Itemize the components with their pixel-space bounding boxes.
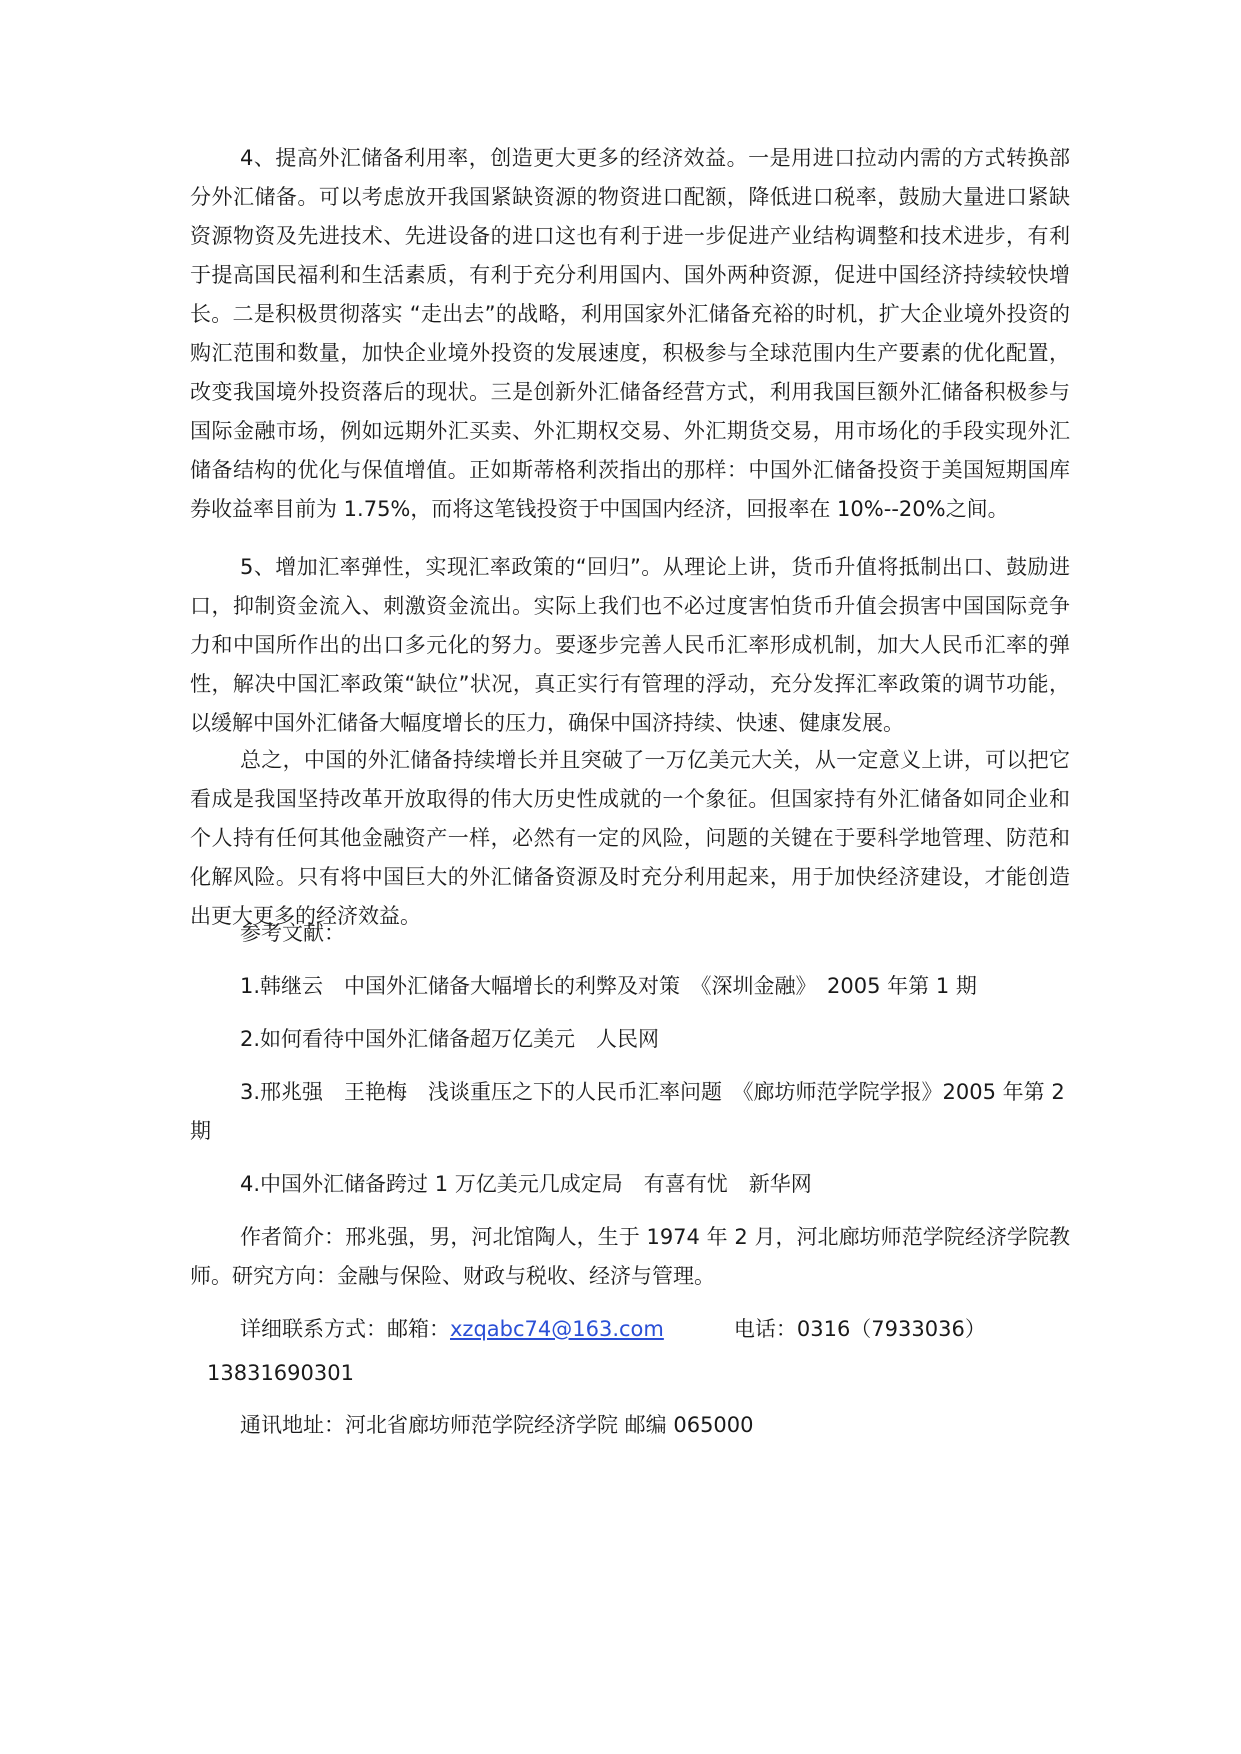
reference-item-4: 4.中国外汇储备跨过 1 万亿美元几成定局 有喜有忧 新华网 [240,1172,812,1196]
reference-item-1: 1.韩继云 中国外汇储备大幅增长的利弊及对策 《深圳金融》 2005 年第 1 期 [240,974,977,998]
references-heading: 参考文献： [240,921,345,945]
email-link[interactable]: xzqabc74@163.com [450,1317,664,1341]
contact-line [240,1310,986,1349]
phone-label: 电话：0316（7933036） [733,1317,986,1341]
mobile-number: 13831690301 [207,1361,354,1385]
reference-item-3: 3.邢兆强 王艳梅 浅谈重压之下的人民币汇率问题 《廊坊师范学院学报》2005 年第 2 期 [190,1080,1065,1143]
author-bio: 作者简介：邢兆强，男，河北馆陶人，生于 1974 年 2 月，河北廊坊师范学院经济学院教师。研究方向：金融与保险、财政与税收、经济与管理。 [190,1225,1070,1288]
paragraph-4-foreign-reserve-utilization: 4、提高外汇储备利用率，创造更大更多的经济效益。一是用进口拉动内需的方式转换部分外汇储备。可以考虑放开我国紧缺资源的物资进口配额，降低进口税率，鼓励大量进口紧缺资源物资及先进技术、先进设备的进口这也有利于进一步促进产业结构调整和技术进步，有利于提高国民福利和生活素质，有利于充分利用国内、国外两种资源，促进中国经济持续较快增长。二是积极贯彻落实 “走出去”的战略，利用国家外汇储备充裕的时机，扩大企业境外投资的购汇范围和数量，加快企业境外投资的发展速度，积极参与全球范围内生产要素的优化配置，改变我国境外投资落后的现状。三是创新外汇储备经营方式，利用我国巨额外汇储备积极参与国际金融市场，例如远期外汇买卖、外汇期权交易、外汇期货交易，用市场化的手段实现外汇储备结构的优化与保值增值。正如斯蒂格利茨指出的那样：中国外汇储备投资于美国短期国库券收益率目前为 1.75%，而将这笔钱投资于中国国内经济，回报率在 10%--20%之间。 [190,146,1070,521]
paragraph-5-exchange-rate-flexibility: 5、增加汇率弹性，实现汇率政策的“回归”。从理论上讲，货币升值将抵制出口、鼓励进口，抑制资金流入、刺激资金流出。实际上我们也不必过度害怕货币升值会损害中国国际竞争力和中国所作出的出口多元化的努力。要逐步完善人民币汇率形成机制，加大人民币汇率的弹性，解决中国汇率政策“缺位”状况，真正实行有管理的浮动，充分发挥汇率政策的调节功能，以缓解中国外汇储备大幅度增长的压力，确保中国济持续、快速、健康发展。 [190,555,1070,735]
reference-item-2: 2.如何看待中国外汇储备超万亿美元 人民网 [240,1027,660,1051]
contact-label: 详细联系方式：邮箱： [240,1317,450,1341]
mailing-address: 通讯地址：河北省廊坊师范学院经济学院 邮编 065000 [240,1413,754,1437]
paragraph-summary: 总之，中国的外汇储备持续增长并且突破了一万亿美元大关，从一定意义上讲，可以把它看成是我国坚持改革开放取得的伟大历史性成就的一个象征。但国家持有外汇储备如同企业和个人持有任何其他金融资产一样，必然有一定的风险，问题的关键在于要科学地管理、防范和化解风险。只有将中国巨大的外汇储备资源及时充分利用起来，用于加快经济建设，才能创造出更大更多的经济效益。 [190,748,1070,928]
